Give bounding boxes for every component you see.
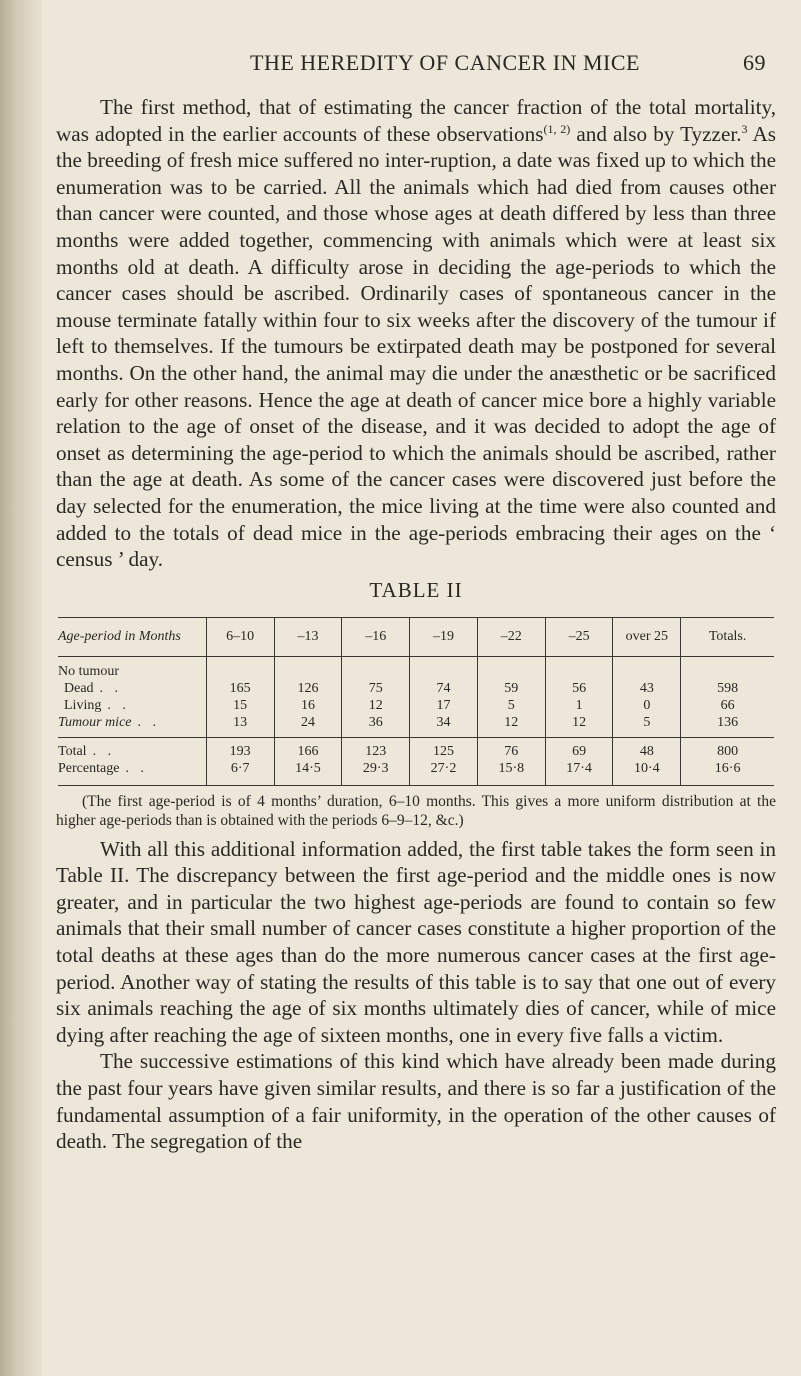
cell: 27·2	[410, 760, 478, 786]
cell: 125	[410, 737, 478, 760]
cell: 74	[436, 680, 451, 696]
cell: 12	[572, 714, 587, 730]
header-col-3: –16	[342, 617, 410, 656]
table-row	[58, 656, 774, 737]
citation-1-2: (1, 2)	[543, 121, 571, 136]
running-head-title: THE HEREDITY OF CANCER IN MICE	[250, 50, 640, 75]
cell: 17·4	[545, 760, 613, 786]
citation-3: 3	[741, 121, 748, 136]
header-age-period: Age-period in Months	[58, 617, 206, 656]
cell: 0	[643, 697, 651, 713]
cell: 24	[300, 714, 315, 730]
header-totals: Totals.	[681, 617, 774, 656]
row-label: Percentage	[58, 760, 120, 776]
cell: 193	[206, 737, 274, 760]
paragraph-1-text-a: The first method, that of estimating the cancer fraction of the total mortality, was adopted in the earlier accounts of these observations	[56, 95, 776, 146]
cell: 56	[572, 680, 587, 696]
paragraph-3: The successive estimations of this kind which have already been made during the past four years have given similar results, and there is so far a justification of the fundamental assumption of a fair uniformity, in the operation of the other causes of death. The segregation of the	[56, 1049, 776, 1154]
running-head	[56, 44, 776, 80]
cell: 126	[297, 680, 319, 696]
cell: 123	[342, 737, 410, 760]
table-header-row	[58, 617, 774, 656]
cell: 43	[639, 680, 654, 696]
cell: 15·8	[477, 760, 545, 786]
page-number: 69	[743, 50, 766, 75]
cell: 13	[233, 714, 248, 730]
cell: 76	[477, 737, 545, 760]
table-title: TABLE II	[369, 577, 463, 602]
cell: 136	[717, 714, 739, 730]
leader-dots: . .	[92, 743, 116, 759]
row-label: Dead	[64, 680, 94, 696]
table-row-total	[58, 737, 774, 760]
cell: 48	[613, 737, 681, 760]
cell: 16	[300, 697, 315, 713]
cell: 75	[368, 680, 383, 696]
cell: 69	[545, 737, 613, 760]
cell: 166	[274, 737, 342, 760]
paragraph-1-text-b: and also by Tyzzer.	[570, 121, 742, 146]
cell: 598	[717, 680, 739, 696]
group-label: No tumour	[58, 663, 120, 679]
table-row-percentage	[58, 760, 774, 786]
cell: 12	[504, 714, 519, 730]
header-col-2: –13	[274, 617, 342, 656]
header-col-1: 6–10	[206, 617, 274, 656]
paragraph-1-text-c: As the breeding of fresh mice suffered no inter-ruption, a date was fixed up to which the enumeration was to be carried. All the animals which had died from causes other than cancer were counted, and those whose ages at death differed by less than three months were added together, commencing with animals which were at least six months old at death. A difficulty arose in deciding the age-periods to which the cancer cases should be ascribed. Ordinarily cases of spontaneous cancer in the mouse terminate fatally within four to six weeks after the discovery of the tumour if left to themselves. If the tumours be extirpated death may be postponed for several months. On the other hand, the animal may die under the anæsthetic or be sacrificed early for other reasons. Hence the age at death of cancer mice bore a highly variable relation to the age of onset of the disease, and it was decided to adopt the age of onset as determining the age-period to which the animals should be ascribed, rather than the age at death. As some of the cancer cases were discovered just before the day selected for the enumeration, the mice living at the time were also counted and added to the totals of dead mice in the age-periods embracing their ages on the ‘ census ’ day.	[56, 121, 776, 572]
data-table	[58, 617, 774, 786]
cell: 165	[229, 680, 251, 696]
paragraph-1	[56, 94, 776, 573]
cell: 10·4	[613, 760, 681, 786]
cell: 16·6	[681, 760, 774, 786]
leader-dots: . .	[137, 714, 160, 730]
leader-dots: . .	[99, 680, 123, 696]
cell: 66	[720, 697, 735, 713]
row-label: Total	[58, 743, 87, 759]
header-col-7: over 25	[613, 617, 681, 656]
cell: 1	[575, 697, 583, 713]
leader-dots: . .	[125, 760, 148, 776]
cell: 14·5	[274, 760, 342, 786]
cell: 17	[436, 697, 451, 713]
leader-dots: . .	[107, 697, 130, 713]
cell: 5	[643, 714, 651, 730]
row-label: Living	[64, 697, 102, 713]
header-col-5: –22	[477, 617, 545, 656]
cell: 15	[233, 697, 248, 713]
header-col-4: –19	[410, 617, 478, 656]
cell: 59	[504, 680, 519, 696]
cell: 12	[368, 697, 383, 713]
page	[56, 44, 776, 1155]
paragraph-2: With all this additional information added, the first table takes the form seen in Table II. The discrepancy between the first age-period and the middle ones is now greater, and in particular the two highest age-periods are found to contain so few animals that their small number of cancer cases constitute a higher proportion of the total deaths at these ages than do the more numerous cancer cases at the first age-period. Another way of stating the results of this table is to say that one out of every six animals reaching the age of six months ultimately dies of cancer, while of mice dying after reaching the age of sixteen months, one in every five falls a victim.	[56, 836, 776, 1047]
cell: 36	[368, 714, 383, 730]
cell: 29·3	[342, 760, 410, 786]
cell: 34	[436, 714, 451, 730]
table-note: (The first age-period is of 4 months’ duration, 6–10 months. This gives a more uniform distribution at the higher age-periods than is obtained with the periods 6–9–12, &c.)	[56, 792, 776, 829]
header-col-6: –25	[545, 617, 613, 656]
book-spine-shadow	[0, 0, 42, 1376]
cell: 5	[507, 697, 515, 713]
cell: 800	[681, 737, 774, 760]
row-label: Tumour mice	[58, 714, 132, 730]
cell: 6·7	[206, 760, 274, 786]
